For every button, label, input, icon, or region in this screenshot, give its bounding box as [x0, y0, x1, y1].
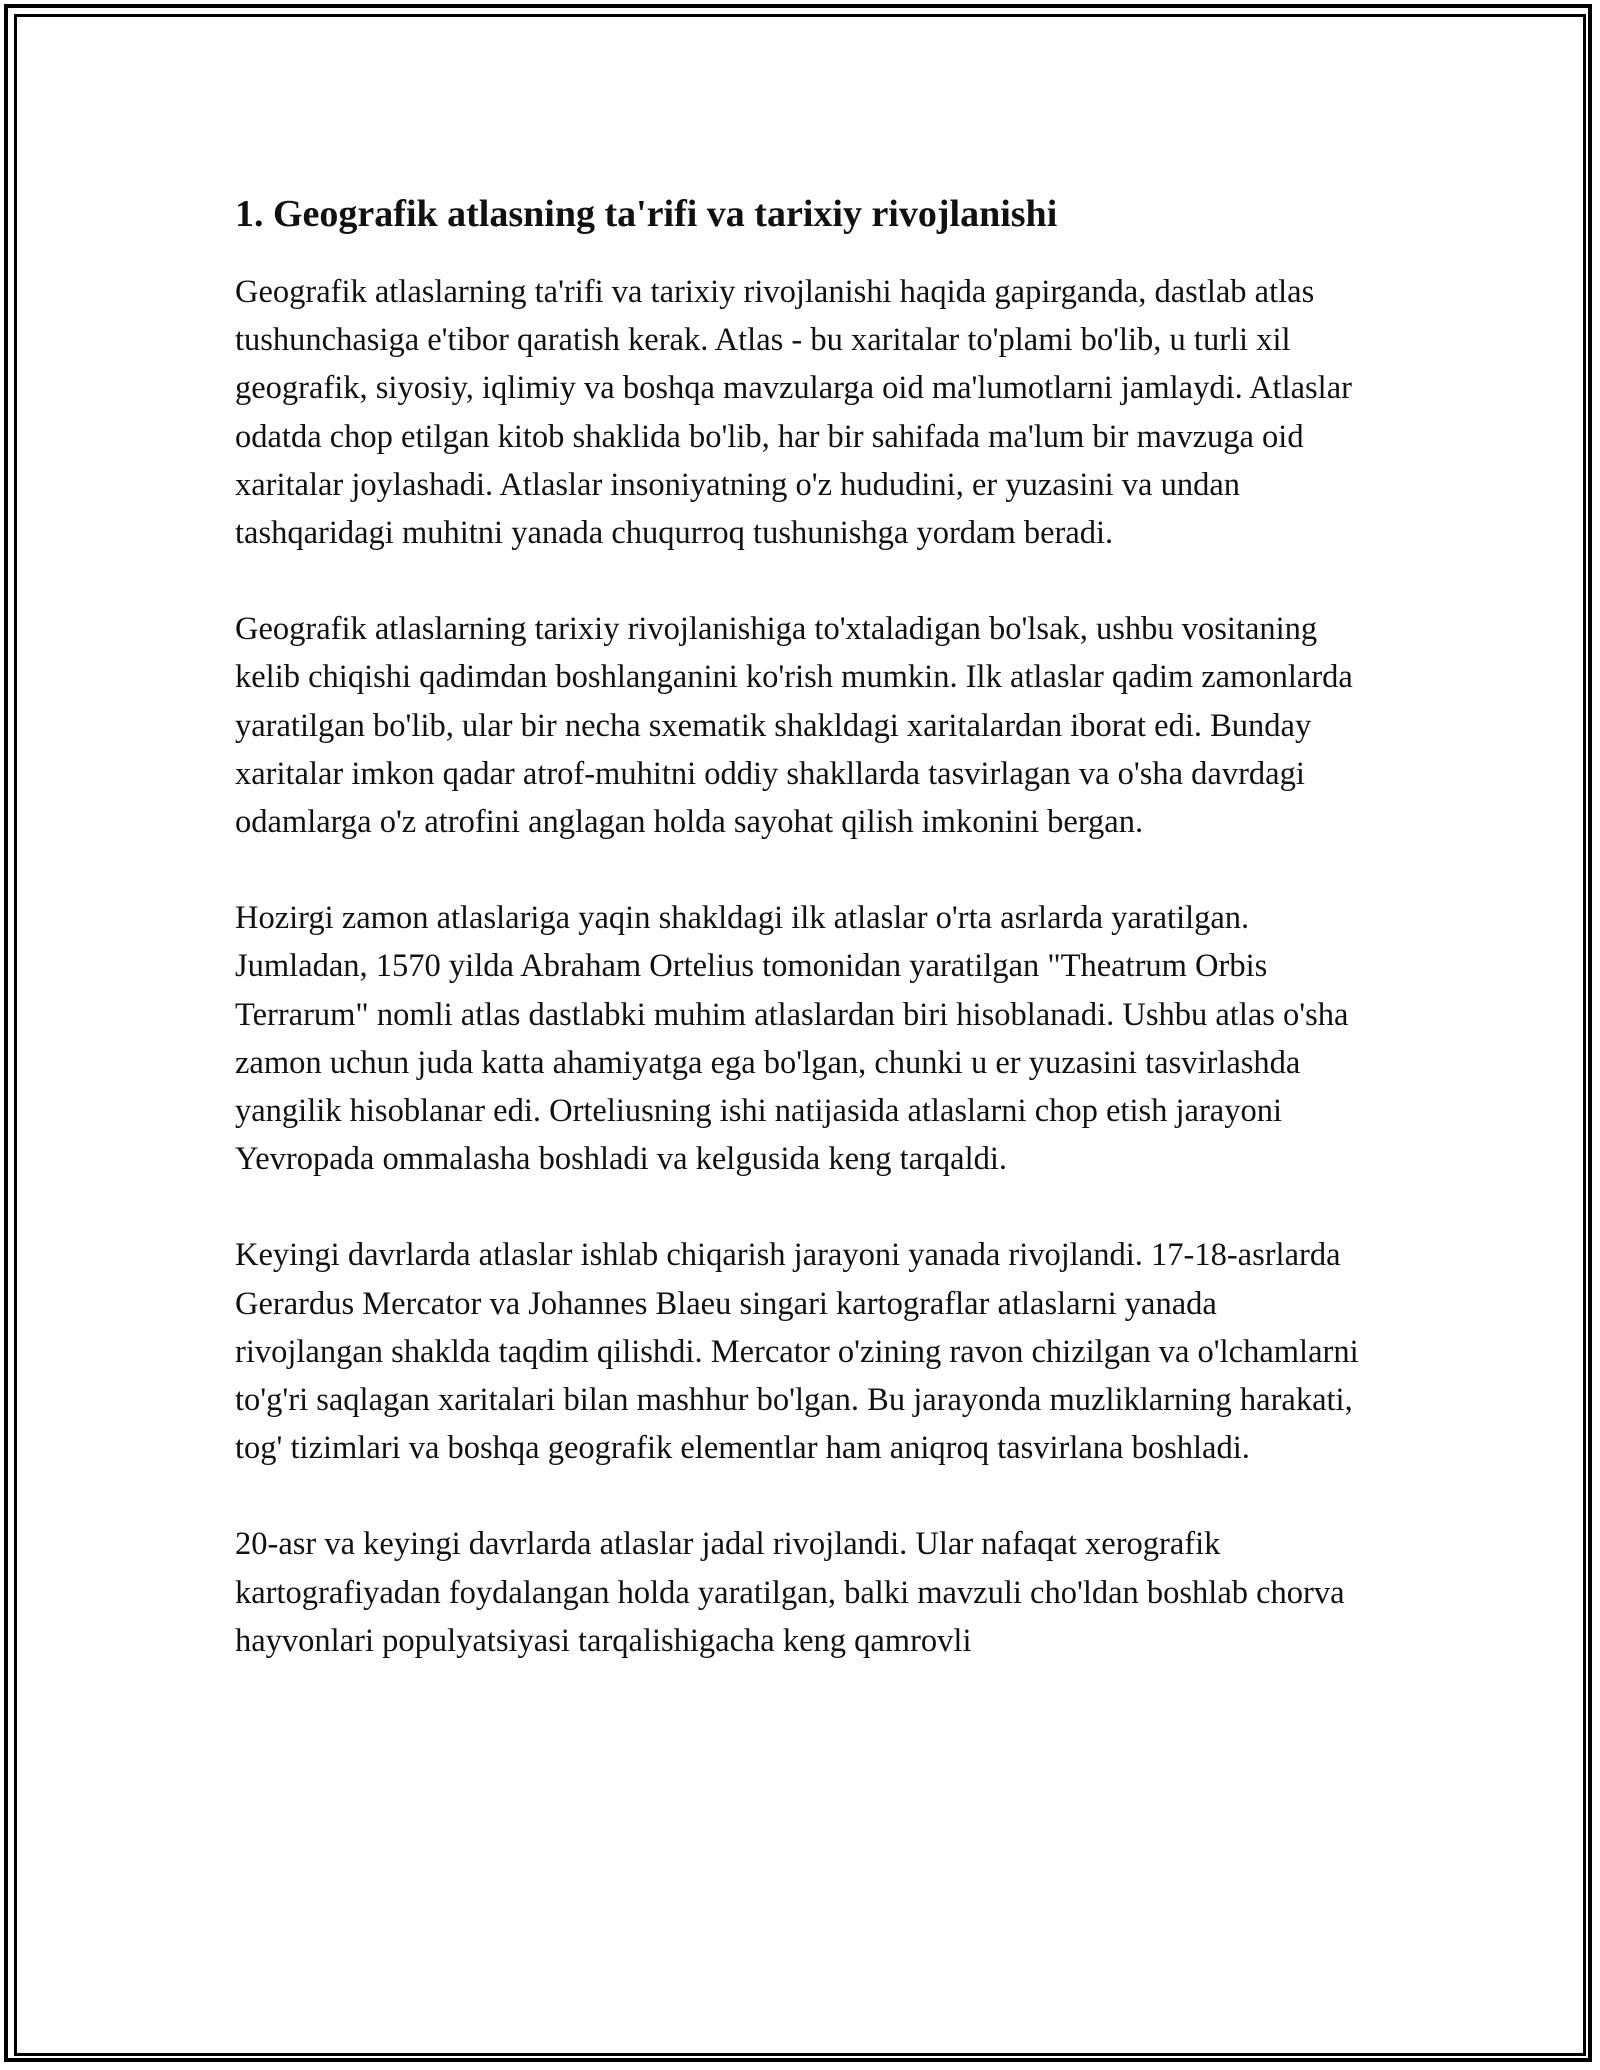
paragraph-ortelius: Hozirgi zamon atlaslariga yaqin shakldagi ilk atlaslar o'rta asrlarda yaratilgan. Jumladan, 1570 yilda Abraham Ortelius tomonidan yaratilgan "Theatrum Orbis Terrarum" nomli atlas dastlabki muhim atlaslardan biri hisoblanadi. Ushbu atlas o'sha zamon uchun juda katta ahamiyatga ega bo'lgan, chunki u er yuzasini tasvirlashda yangilik hisoblanar edi. Orteliusning ishi natijasida atlaslarni chop etish jarayoni Yevropada ommalasha boshladi va kelgusida keng tarqaldi. — [235, 900, 1349, 1178]
paragraph-mercator-blaeu: Keyingi davrlarda atlaslar ishlab chiqarish jarayoni yanada rivojlandi. 17-18-asrlarda Gerardus Mercator va Johannes Blaeu singari kartograflar atlaslarni yanada rivojlangan shaklda taqdim qilishdi. Mercator o'zining ravon chizilgan va o'lchamlarni to'g'ri saqlagan xaritalari bilan mashhur bo'lgan. Bu jarayonda muzliklarning harakati, tog' tizimlari va boshqa geografik elementlar ham aniqroq tasvirlana boshladi. — [235, 1237, 1359, 1467]
section-heading: 1. Geografik atlasning ta'rifi va tarixiy rivojlanishi — [235, 193, 1058, 235]
document-body — [235, 186, 1365, 1665]
paragraph-20th-century: 20-asr va keyingi davrlarda atlaslar jadal rivojlandi. Ular nafaqat xerografik kartografiyadan foydalangan holda yaratilgan, balki mavzuli cho'ldan boshlab chorva hayvonlari populyatsiyasi tarqalishigacha keng qamrovli — [235, 1526, 1345, 1659]
paragraph-definition: Geografik atlaslarning ta'rifi va tarixiy rivojlanishi haqida gapirganda, dastlab atlas tushunchasiga e'tibor qaratish kerak. Atlas - bu xaritalar to'plami bo'lib, u turli xil geografik, siyosiy, iqlimiy va boshqa mavzularga oid ma'lumotlarni jamlaydi. Atlaslar odatda chop etilgan kitob shaklida bo'lib, har bir sahifada ma'lum bir mavzuga oid xaritalar joylashadi. Atlaslar insoniyatning o'z hududini, er yuzasini va undan tashqaridagi muhitni yanada chuqurroq tushunishga yordam beradi. — [235, 274, 1352, 552]
paragraph-ancient-origins: Geografik atlaslarning tarixiy rivojlanishiga to'xtaladigan bo'lsak, ushbu vositaning kelib chiqishi qadimdan boshlanganini ko'rish mumkin. Ilk atlaslar qadim zamonlarda yaratilgan bo'lib, ular bir necha sxematik shakldagi xaritalardan iborat edi. Bunday xaritalar imkon qadar atrof-muhitni oddiy shakllarda tasvirlagan va o'sha davrdagi odamlarga o'z atrofini anglagan holda sayohat qilish imkonini bergan. — [235, 611, 1353, 841]
